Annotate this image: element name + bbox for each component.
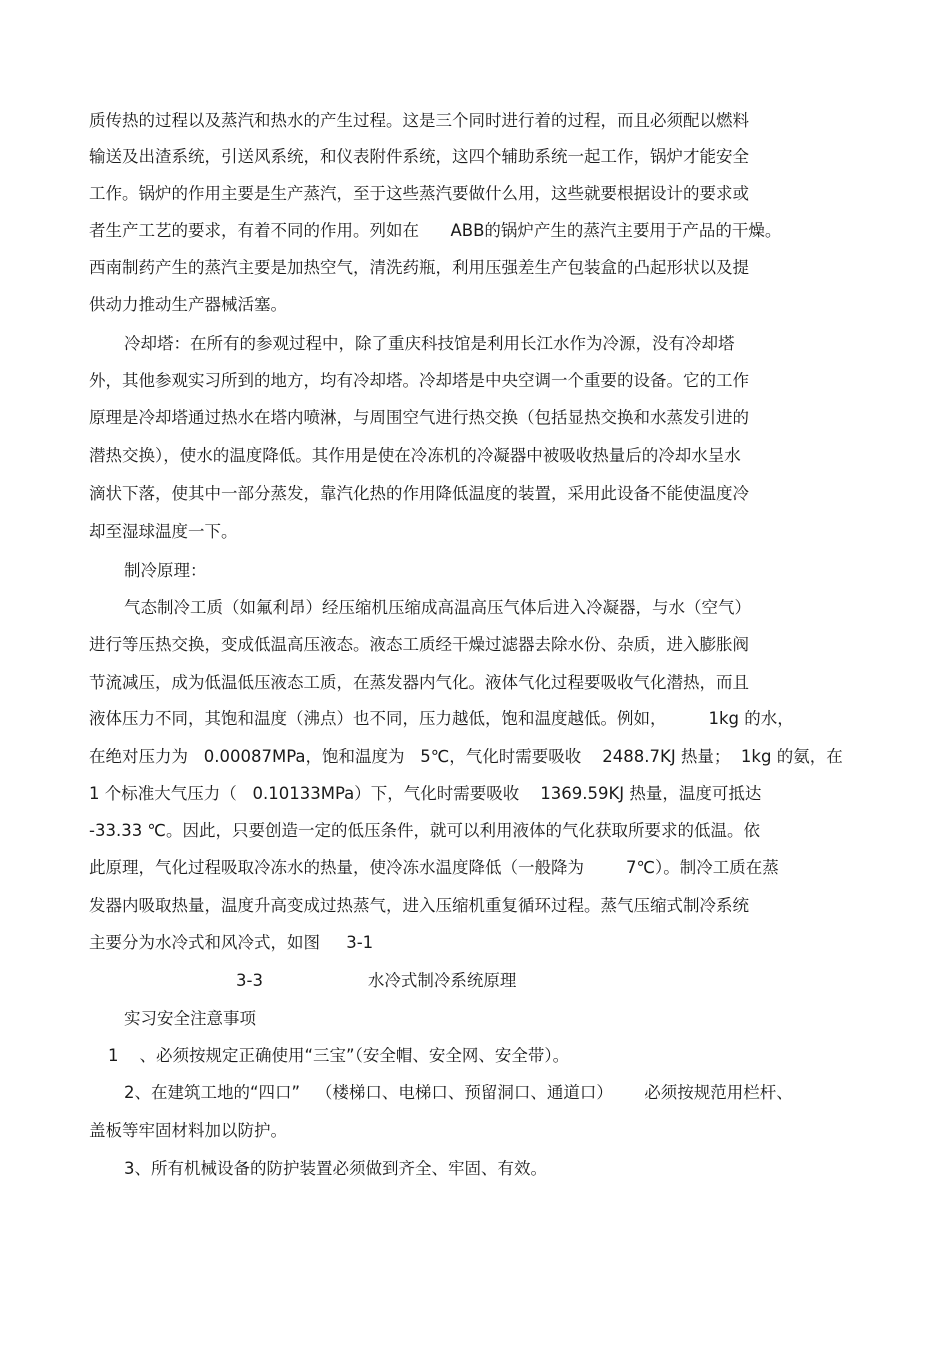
text-line: 主要分为水冷式和风冷式，如图 3-1 — [89, 933, 374, 952]
text-line: 节流减压，成为低温低压液态工质，在蒸发器内气化。液体气化过程要吸收气化潜热，而且 — [89, 673, 749, 692]
list-item: 1 、必须按规定正确使用“三宝”（安全帽、安全网、安全带）。 — [108, 1046, 570, 1065]
text-line: 制冷原理： — [124, 561, 207, 580]
text-line: 在绝对压力为 0.00087MPa，饱和温度为 5℃，气化时需要吸收 2488.7KJ 热量； 1kg 的氨，在 — [89, 747, 843, 766]
text-line: 质传热的过程以及蒸汽和热水的产生过程。这是三个同时进行着的过程，而且必须配以燃料 — [89, 111, 749, 130]
text-line: 输送及出渣系统，引送风系统，和仪表附件系统，这四个辅助系统一起工作，锅炉才能安全 — [89, 147, 749, 166]
text-line: 却至湿球温度一下。 — [89, 522, 238, 541]
text-line: 潜热交换），使水的温度降低。其作用是使在冷冻机的冷凝器中被吸收热量后的冷却水呈水 — [89, 446, 741, 465]
text-line: 原理是冷却塔通过热水在塔内喷淋，与周围空气进行热交换（包括显热交换和水蒸发引进的 — [89, 408, 749, 427]
text-line: -33.33 ℃。因此，只要创造一定的低压条件，就可以利用液体的气化获取所要求的低温。依 — [89, 821, 760, 840]
list-item-continuation: 盖板等牢固材料加以防护。 — [89, 1121, 287, 1140]
text-line: 此原理，气化过程吸取冷冻水的热量，使冷冻水温度降低（一般降为 7℃）。制冷工质在蒸 — [89, 858, 779, 877]
text-line: 者生产工艺的要求，有着不同的作用。列如在 ABB的锅炉产生的蒸汽主要用于产品的干燥。 — [89, 221, 782, 240]
figure-caption: 3-3 水冷式制冷系统原理 — [236, 971, 517, 990]
text-line: 进行等压热交换，变成低温高压液态。液态工质经干燥过滤器去除水份、杂质，进入膨胀阀 — [89, 635, 749, 654]
text-line: 西南制药产生的蒸汽主要是加热空气，清洗药瓶，利用压强差生产包装盒的凸起形状以及提 — [89, 258, 749, 277]
text-line: 外，其他参观实习所到的地方，均有冷却塔。冷却塔是中央空调一个重要的设备。它的工作 — [89, 371, 749, 390]
text-line: 气态制冷工质（如氟利昂）经压缩机压缩成高温高压气体后进入冷凝器，与水（空气） — [124, 598, 751, 617]
text-line: 供动力推动生产器械活塞。 — [89, 295, 287, 314]
text-line: 冷却塔：在所有的参观过程中，除了重庆科技馆是利用长江水作为冷源，没有冷却塔 — [124, 334, 735, 353]
section-heading: 实习安全注意事项 — [124, 1009, 256, 1028]
text-line: 1 个标准大气压力（ 0.10133MPa）下，气化时需要吸收 1369.59KJ 热量，温度可抵达 — [89, 784, 762, 803]
text-line: 滴状下落，使其中一部分蒸发，靠汽化热的作用降低温度的装置，采用此设备不能使温度冷 — [89, 484, 749, 503]
text-line: 发器内吸取热量，温度升高变成过热蒸气，进入压缩机重复循环过程。蒸气压缩式制冷系统 — [89, 896, 749, 915]
text-line: 工作。锅炉的作用主要是生产蒸汽，至于这些蒸汽要做什么用，这些就要根据设计的要求或 — [89, 184, 749, 203]
list-item: 3、所有机械设备的防护装置必须做到齐全、牢固、有效。 — [124, 1159, 547, 1178]
text-line: 液体压力不同，其饱和温度（沸点）也不同，压力越低，饱和温度越低。例如， 1kg 的水， — [89, 709, 794, 728]
list-item: 2、在建筑工地的“四口” （楼梯口、电梯口、预留洞口、通道口） 必须按规范用栏杆、 — [124, 1083, 793, 1102]
